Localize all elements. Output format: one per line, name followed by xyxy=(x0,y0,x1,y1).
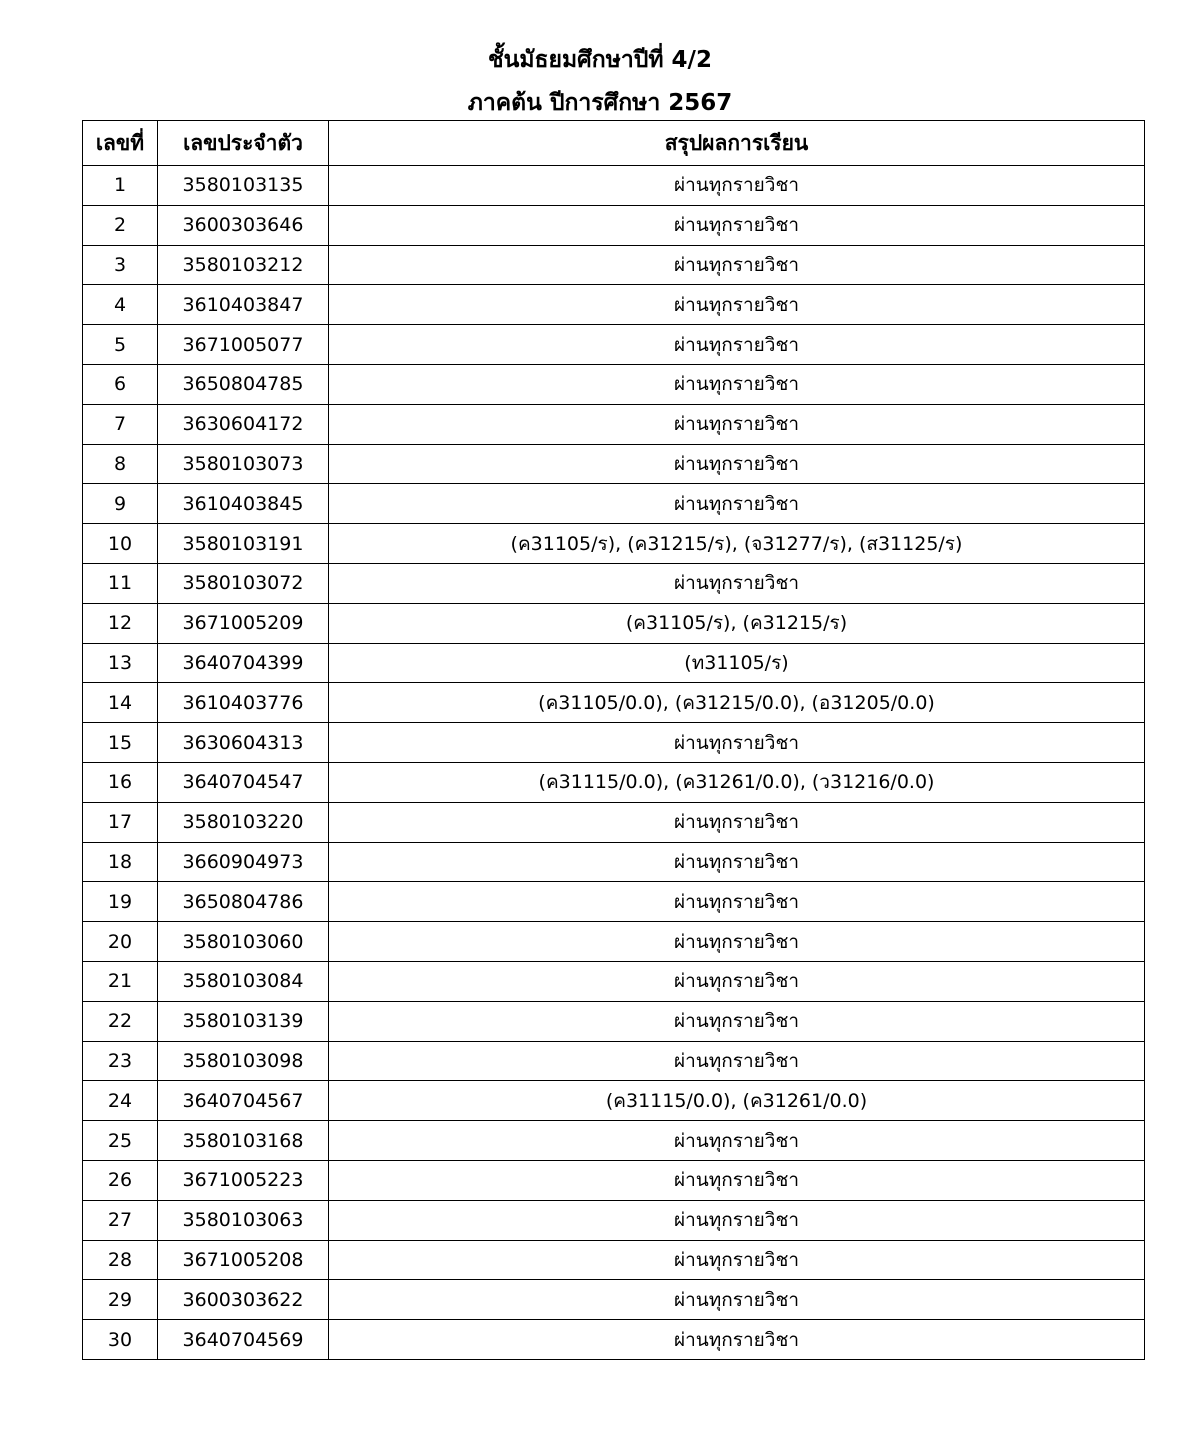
cell-student-id: 3580103098 xyxy=(158,1041,329,1081)
cell-result-summary: (ค31115/0.0), (ค31261/0.0) xyxy=(329,1081,1145,1121)
table-row xyxy=(83,1280,1145,1320)
cell-result-summary: ผ่านทุกรายวิชา xyxy=(329,1001,1145,1041)
cell-result-summary: ผ่านทุกรายวิชา xyxy=(329,882,1145,922)
header-number: เลขที่ xyxy=(83,121,158,166)
cell-result-summary: ผ่านทุกรายวิชา xyxy=(329,245,1145,285)
table-row xyxy=(83,1200,1145,1240)
table-row xyxy=(83,723,1145,763)
cell-number: 15 xyxy=(83,723,158,763)
cell-result-summary: ผ่านทุกรายวิชา xyxy=(329,802,1145,842)
table-row xyxy=(83,842,1145,882)
cell-student-id: 3671005223 xyxy=(158,1160,329,1200)
cell-student-id: 3580103060 xyxy=(158,922,329,962)
cell-number: 29 xyxy=(83,1280,158,1320)
cell-result-summary: ผ่านทุกรายวิชา xyxy=(329,325,1145,365)
document-subtitle: ภาคต้น ปีการศึกษา 2567 xyxy=(467,90,733,116)
table-row xyxy=(83,563,1145,603)
cell-student-id: 3580103072 xyxy=(158,563,329,603)
cell-student-id: 3580103191 xyxy=(158,524,329,564)
table-row xyxy=(83,285,1145,325)
cell-result-summary: ผ่านทุกรายวิชา xyxy=(329,563,1145,603)
table-row xyxy=(83,166,1145,206)
cell-number: 27 xyxy=(83,1200,158,1240)
table-row xyxy=(83,1041,1145,1081)
cell-result-summary: ผ่านทุกรายวิชา xyxy=(329,1200,1145,1240)
cell-number: 14 xyxy=(83,683,158,723)
table-row xyxy=(83,364,1145,404)
cell-result-summary: ผ่านทุกรายวิชา xyxy=(329,1160,1145,1200)
cell-number: 30 xyxy=(83,1320,158,1360)
header-student-id: เลขประจำตัว xyxy=(158,121,329,166)
cell-number: 5 xyxy=(83,325,158,365)
cell-student-id: 3671005077 xyxy=(158,325,329,365)
cell-result-summary: ผ่านทุกรายวิชา xyxy=(329,1041,1145,1081)
table-row xyxy=(83,1240,1145,1280)
cell-student-id: 3580103063 xyxy=(158,1200,329,1240)
header-result-summary: สรุปผลการเรียน xyxy=(329,121,1145,166)
cell-result-summary: ผ่านทุกรายวิชา xyxy=(329,484,1145,524)
cell-number: 9 xyxy=(83,484,158,524)
cell-student-id: 3640704547 xyxy=(158,762,329,802)
cell-number: 21 xyxy=(83,961,158,1001)
cell-number: 26 xyxy=(83,1160,158,1200)
cell-number: 3 xyxy=(83,245,158,285)
cell-result-summary: ผ่านทุกรายวิชา xyxy=(329,285,1145,325)
table-row xyxy=(83,1320,1145,1360)
cell-result-summary: ผ่านทุกรายวิชา xyxy=(329,723,1145,763)
cell-result-summary: (ท31105/ร) xyxy=(329,643,1145,683)
table-row xyxy=(83,524,1145,564)
table-row xyxy=(83,882,1145,922)
cell-number: 8 xyxy=(83,444,158,484)
table-row xyxy=(83,404,1145,444)
cell-result-summary: ผ่านทุกรายวิชา xyxy=(329,842,1145,882)
cell-result-summary: ผ่านทุกรายวิชา xyxy=(329,404,1145,444)
cell-number: 12 xyxy=(83,603,158,643)
cell-number: 1 xyxy=(83,166,158,206)
cell-number: 20 xyxy=(83,922,158,962)
cell-number: 19 xyxy=(83,882,158,922)
results-table xyxy=(82,120,1145,1360)
cell-result-summary: ผ่านทุกรายวิชา xyxy=(329,364,1145,404)
cell-number: 6 xyxy=(83,364,158,404)
cell-student-id: 3580103168 xyxy=(158,1121,329,1161)
cell-student-id: 3640704399 xyxy=(158,643,329,683)
cell-number: 11 xyxy=(83,563,158,603)
cell-student-id: 3580103135 xyxy=(158,166,329,206)
cell-number: 13 xyxy=(83,643,158,683)
cell-student-id: 3610403776 xyxy=(158,683,329,723)
table-row xyxy=(83,444,1145,484)
cell-result-summary: ผ่านทุกรายวิชา xyxy=(329,1121,1145,1161)
cell-student-id: 3600303622 xyxy=(158,1280,329,1320)
table-row xyxy=(83,1001,1145,1041)
cell-number: 17 xyxy=(83,802,158,842)
cell-number: 2 xyxy=(83,205,158,245)
cell-student-id: 3600303646 xyxy=(158,205,329,245)
table-row xyxy=(83,1160,1145,1200)
cell-result-summary: (ค31115/0.0), (ค31261/0.0), (ว31216/0.0) xyxy=(329,762,1145,802)
cell-number: 10 xyxy=(83,524,158,564)
cell-student-id: 3650804786 xyxy=(158,882,329,922)
table-row xyxy=(83,603,1145,643)
cell-result-summary: ผ่านทุกรายวิชา xyxy=(329,1320,1145,1360)
cell-result-summary: ผ่านทุกรายวิชา xyxy=(329,444,1145,484)
table-row xyxy=(83,922,1145,962)
cell-result-summary: ผ่านทุกรายวิชา xyxy=(329,205,1145,245)
table-row xyxy=(83,961,1145,1001)
table-row xyxy=(83,683,1145,723)
cell-student-id: 3610403845 xyxy=(158,484,329,524)
cell-student-id: 3650804785 xyxy=(158,364,329,404)
cell-student-id: 3580103073 xyxy=(158,444,329,484)
cell-number: 22 xyxy=(83,1001,158,1041)
cell-number: 28 xyxy=(83,1240,158,1280)
table-row xyxy=(83,205,1145,245)
cell-student-id: 3580103220 xyxy=(158,802,329,842)
table-row xyxy=(83,325,1145,365)
cell-result-summary: (ค31105/0.0), (ค31215/0.0), (อ31205/0.0) xyxy=(329,683,1145,723)
cell-student-id: 3610403847 xyxy=(158,285,329,325)
cell-student-id: 3671005209 xyxy=(158,603,329,643)
cell-number: 4 xyxy=(83,285,158,325)
results-table-body xyxy=(83,166,1145,1360)
cell-student-id: 3580103084 xyxy=(158,961,329,1001)
cell-number: 23 xyxy=(83,1041,158,1081)
cell-result-summary: (ค31105/ร), (ค31215/ร) xyxy=(329,603,1145,643)
table-row xyxy=(83,1081,1145,1121)
table-row xyxy=(83,1121,1145,1161)
table-row xyxy=(83,643,1145,683)
cell-student-id: 3630604172 xyxy=(158,404,329,444)
cell-number: 25 xyxy=(83,1121,158,1161)
table-row xyxy=(83,762,1145,802)
cell-student-id: 3580103139 xyxy=(158,1001,329,1041)
document-title: ชั้นมัธยมศึกษาปีที่ 4/2 xyxy=(488,47,712,73)
cell-student-id: 3660904973 xyxy=(158,842,329,882)
table-row xyxy=(83,484,1145,524)
cell-result-summary: ผ่านทุกรายวิชา xyxy=(329,1240,1145,1280)
cell-number: 18 xyxy=(83,842,158,882)
cell-student-id: 3580103212 xyxy=(158,245,329,285)
cell-student-id: 3630604313 xyxy=(158,723,329,763)
cell-student-id: 3671005208 xyxy=(158,1240,329,1280)
table-row xyxy=(83,245,1145,285)
cell-result-summary: ผ่านทุกรายวิชา xyxy=(329,166,1145,206)
cell-number: 24 xyxy=(83,1081,158,1121)
cell-number: 16 xyxy=(83,762,158,802)
table-row xyxy=(83,802,1145,842)
cell-result-summary: ผ่านทุกรายวิชา xyxy=(329,1280,1145,1320)
cell-result-summary: ผ่านทุกรายวิชา xyxy=(329,961,1145,1001)
cell-student-id: 3640704569 xyxy=(158,1320,329,1360)
cell-number: 7 xyxy=(83,404,158,444)
cell-result-summary: ผ่านทุกรายวิชา xyxy=(329,922,1145,962)
cell-student-id: 3640704567 xyxy=(158,1081,329,1121)
table-header-row xyxy=(83,121,1145,166)
cell-result-summary: (ค31105/ร), (ค31215/ร), (จ31277/ร), (ส31125/ร) xyxy=(329,524,1145,564)
